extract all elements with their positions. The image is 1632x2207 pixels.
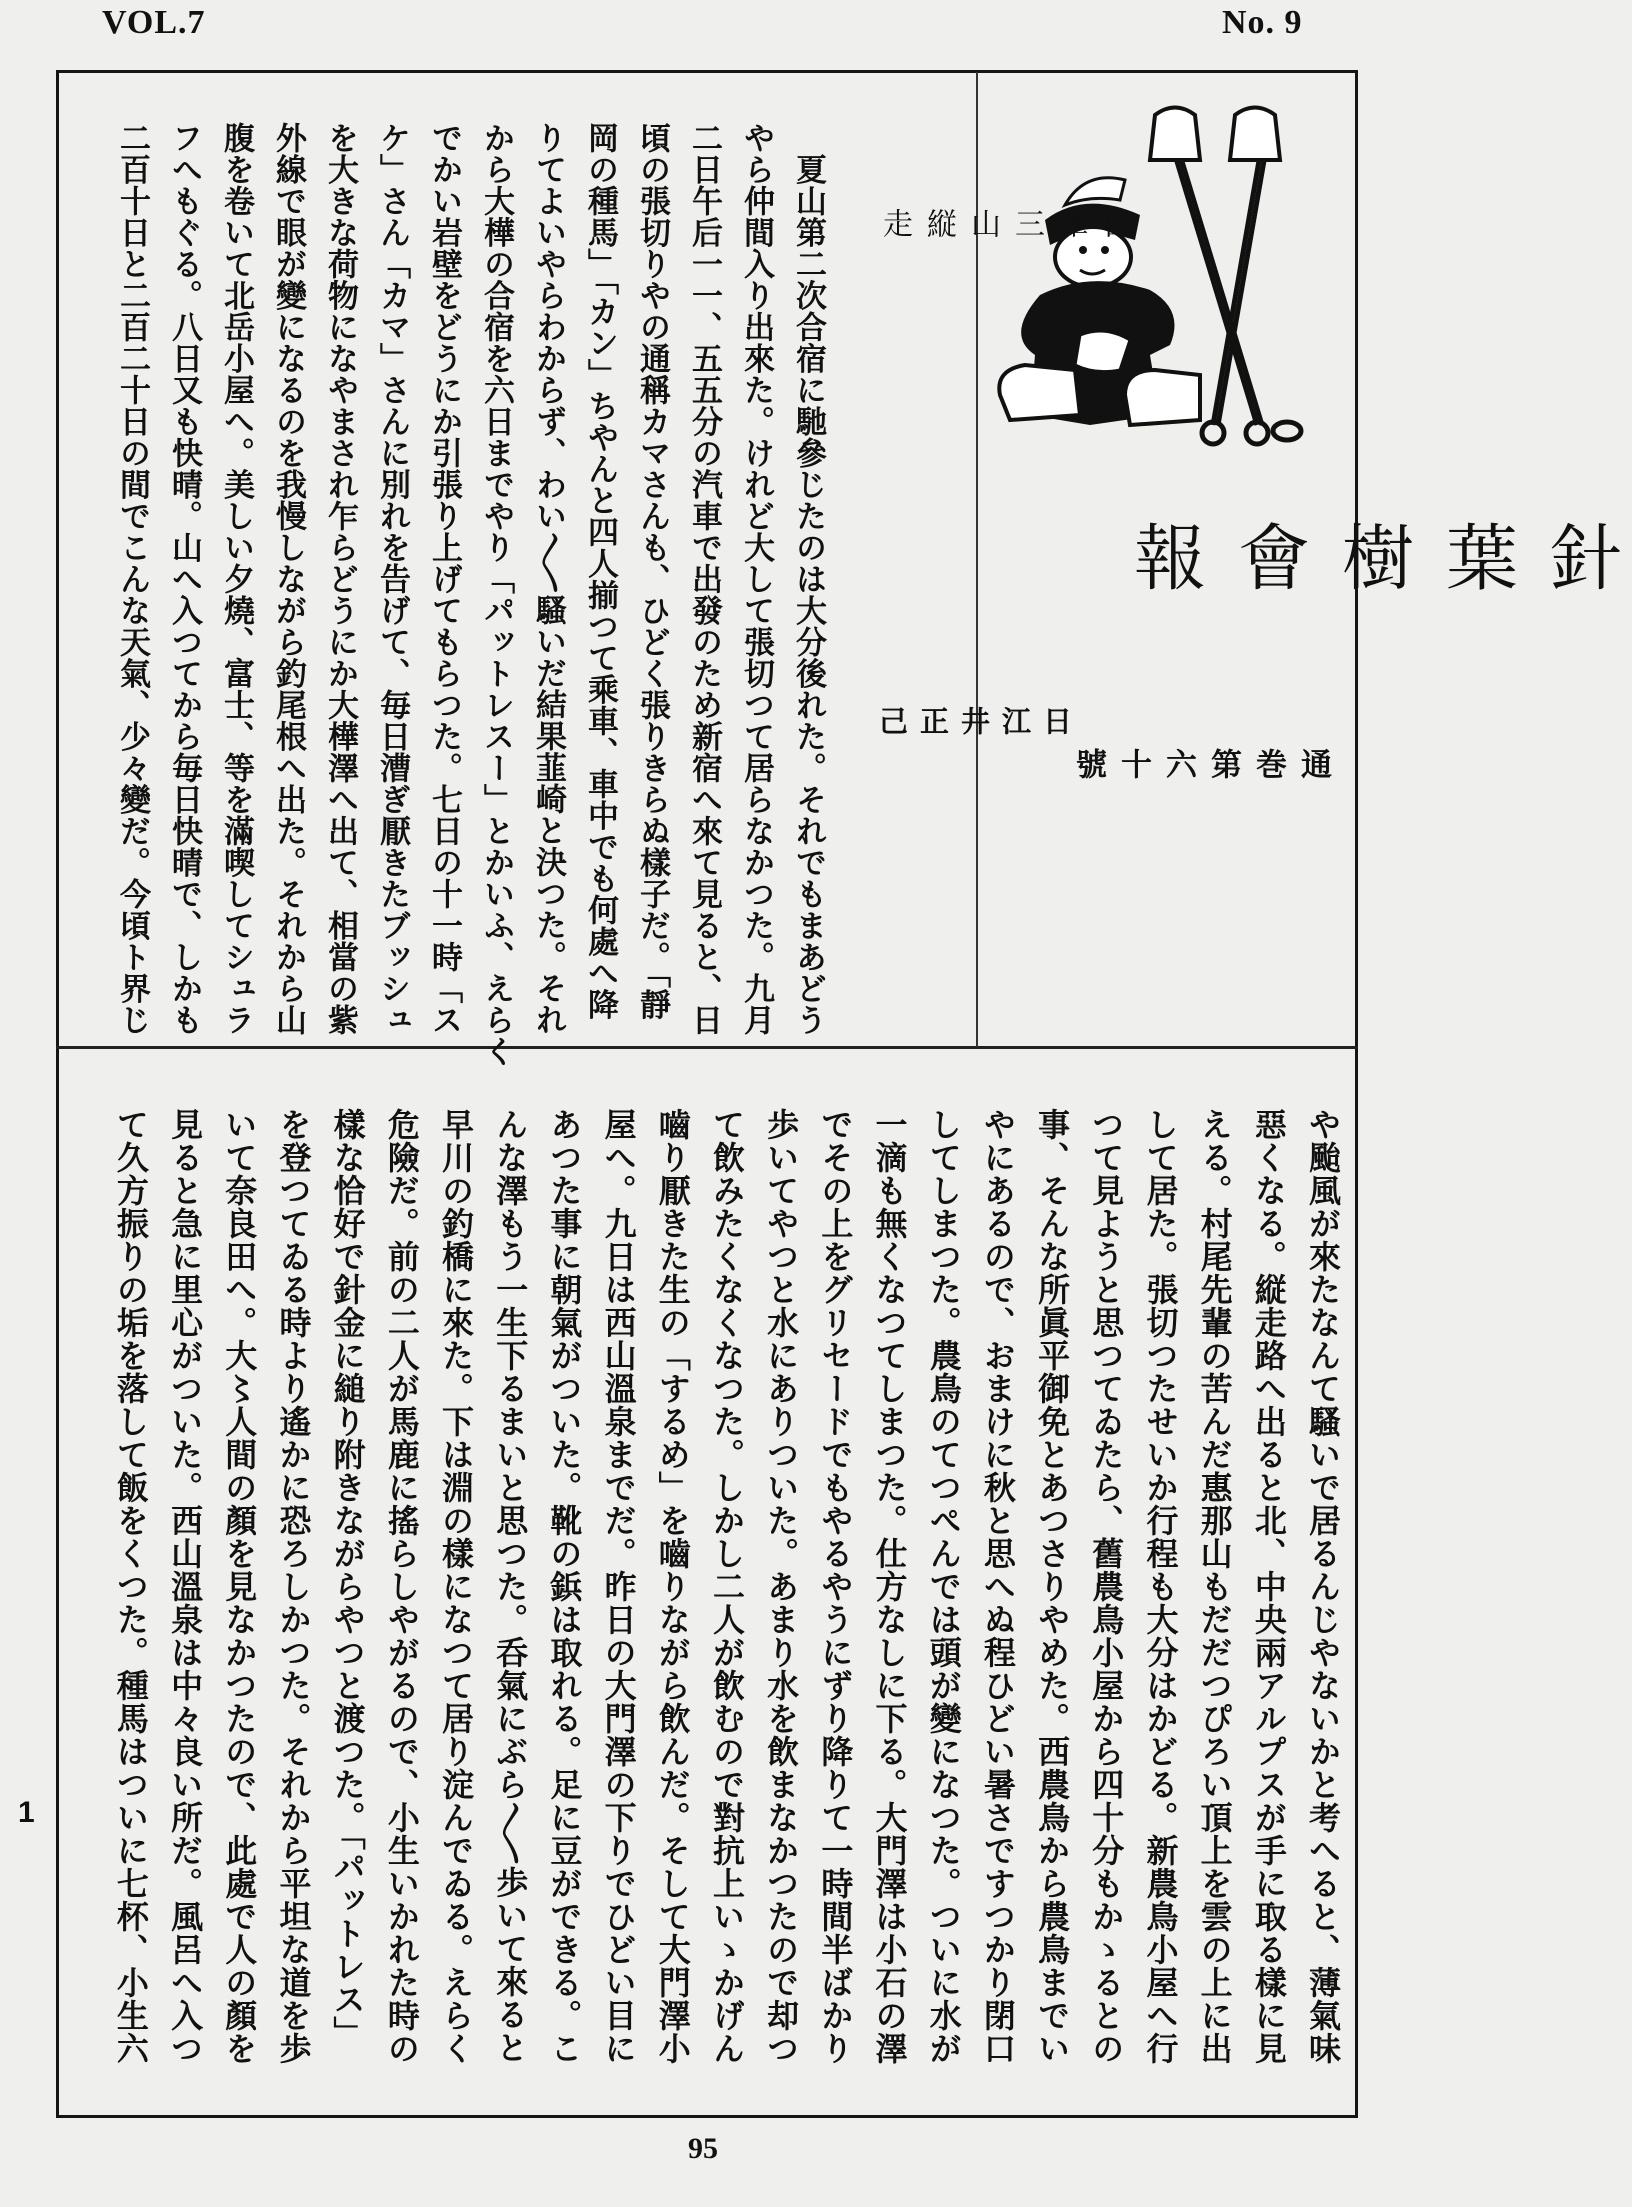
article-body-top [106,122,834,1067]
text-column: いて奈良田へ。大〻人間の顏を見なかつたので、此處で人の顏を [220,1108,259,2065]
text-column: 危險だ。前の二人が馬鹿に搖らしやがるので、小生いかれた時の [382,1108,421,2065]
text-column: 夏山第二次合宿に馳參じたのは大分後れた。それでもまあどう [790,122,826,1036]
text-column: でかい岩壁をどうにか引張り上げてもらつた。七日の十一時「ス [426,122,462,1036]
text-column: を大きな荷物になやまされ乍らどうにか大樺澤へ出て、相當の紫 [322,122,358,1036]
issue-label: No. 9 [1222,4,1303,41]
text-column: フへもぐる。八日又も快晴。山へ入つてから毎日快晴で、しかも [166,122,202,1036]
text-column: 早川の釣橋に來た。下は淵の樣になつて居り淀んでゐる。えらく [437,1108,475,2065]
text-column: でその上をグリセードでもやるやうにずり降りて一時間半ばかり [816,1108,855,2065]
text-column: 見ると急に里心がついた。西山溫泉は中々良い所だ。風呂へ入つ [166,1108,205,2065]
text-column: 惡くなる。縦走路へ出ると北、中央兩アルプスが手に取る樣に見 [1249,1108,1288,2065]
text-column: 頃の張切りやの通稱カマさんも、ひどく張りきらぬ樣子だ。「靜 [634,122,670,1020]
climber-illustration [995,95,1295,495]
text-column: して居た。張切つたせいか行程も大分はかどる。新農鳥小屋へ行 [1141,1108,1180,2065]
text-column: やら仲間入り出來た。けれど大して張切つて居らなかつた。九月 [738,122,774,1036]
magazine-title: 針葉樹會報 [1122,520,1622,620]
text-column: ケ」さん「カマ」さんに別れを告げて、毎日漕ぎ厭きたブッシュ [374,122,410,1036]
text-column: 一滴も無くなつてしまつた。仕方なしに下る。大門澤は小石の澤 [870,1108,909,2065]
text-column: してしまつた。農鳥のてつぺんでは頭が變になつた。ついに水が [924,1108,963,2065]
text-column: て久方振りの垢を落して飯をくつた。種馬はついに七杯、小生六 [111,1108,150,2065]
page-number: 95 [688,2132,718,2165]
volume-total-number: 第六十號 [1070,748,1241,781]
text-column: を登つてゐる時より遙かに恐ろしかつた。それから平坦な道を歩 [274,1108,313,2065]
article-body-bottom [104,1108,1350,2108]
text-column: つて見ようと思つてゐたら、舊農鳥小屋から四十分もかゝるとの [1087,1108,1126,2065]
text-column: 屋へ。九日は西山溫泉までだ。昨日の大門澤の下りでひどい目に [599,1108,638,2065]
article-author: 日江井正己 [875,706,1073,765]
volume-total-label: 通巻 [1250,748,1331,781]
text-column: あつた事に朝氣がついた。靴の鋲は取れる。足に豆ができる。こ [545,1108,584,2065]
text-column: やにあるので、おまけに秋と思へぬ程ひどい暑さですつかり閉口 [978,1108,1017,2065]
text-column: 二百十日と二百二十日の間でこんな天氣、少々變だ。今頃ト界じ [114,122,150,1036]
text-column: て飲みたくなくなつた。しかし二人が飲むので對抗上いゝかげん [707,1108,746,2065]
text-column: 事、そんな所眞平御免とあつさりやめた。西農鳥から農鳥までい [1033,1108,1072,2065]
text-column: える。村尾先輩の苦んだ惠那山もだだつぴろい頂上を雲の上に出 [1195,1108,1234,2065]
text-column: 二日午后一一、五五分の汽車で出發のため新宿へ來て見ると、日 [686,122,722,1036]
text-column: 歩いてやつと水にありついた。あまり水を飲まなかつたので却つ [762,1108,801,2065]
text-column: から大樺の合宿を六日までやり「パットレスー」とかいふ、えらく [478,122,514,1067]
text-column: んな澤もう一生下るまいと思つた。呑氣にぶら〳〵歩いて來ると [491,1108,530,2064]
volume-total [1066,748,1336,812]
text-column: 腹を卷いて北岳小屋へ。美しい夕燒、富士、等を滿喫してシュラ [218,122,254,1036]
text-column: 嚙り厭きた生の「するめ」を嚙りながら飲んだ。そして大門澤小 [653,1108,692,2065]
margin-mark: 1 [18,1796,35,1829]
text-column: 岡の種馬」「カン」ちやんと四人揃つて乘車、車中でも何處へ降 [582,122,618,1020]
text-column: 外線で眼が變になるのを我慢しながら釣尾根へ出た。それから山 [270,122,306,1036]
volume-label: VOL.7 [102,4,206,41]
article-title: 白峯三山縦走 [877,208,1132,241]
text-column: 樣な恰好で針金に縋り附きながらやつと渡つた。「パットレス」 [328,1108,367,2049]
text-column: りてよいやらわからず、わい〳〵騷いだ結果韮崎と決つた。それ [530,122,566,1035]
text-column: や颱風が來たなんて騷いで居るんじやないかと考へると、薄氣味 [1304,1108,1342,2065]
